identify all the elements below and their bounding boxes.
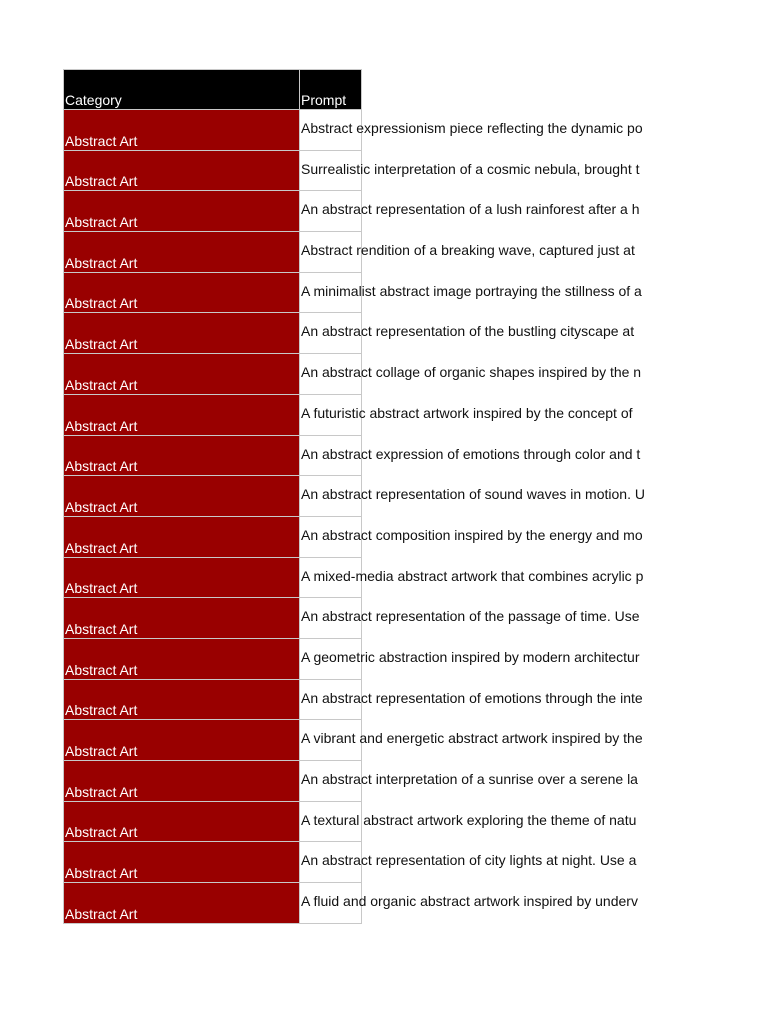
category-cell[interactable] [63,273,300,314]
category-cell[interactable] [63,395,300,436]
table-row [63,110,768,151]
prompt-cell-text: An abstract representation of the passage of time. Use [301,608,640,625]
category-cell-text: Abstract Art [65,580,138,597]
prompt-cell-text: An abstract representation of the bustling cityscape at [301,323,635,340]
category-cell[interactable] [63,313,300,354]
table-row [63,883,768,924]
category-cell[interactable] [63,354,300,395]
category-cell-text: Abstract Art [65,702,138,719]
prompt-cell-text: A futuristic abstract artwork inspired by the concept of [301,404,633,421]
table-row [63,558,768,599]
prompt-cell-text: An abstract representation of a lush rainforest after a h [301,201,640,218]
category-cell-text: Abstract Art [65,865,138,882]
category-cell-text: Abstract Art [65,336,138,353]
category-cell[interactable] [63,883,300,924]
table-header-row [63,69,768,110]
prompt-cell-text: An abstract interpretation of a sunrise over a serene la [301,771,638,787]
table-body [63,110,768,924]
category-cell-text: Abstract Art [65,539,138,556]
category-cell[interactable] [63,842,300,883]
prompt-cell-text: An abstract representation of city lights at night. Use a [301,852,637,869]
prompt-cell-text: Abstract expressionism piece reflecting the dynamic po [301,120,643,136]
category-cell-text: Abstract Art [65,295,138,312]
category-cell[interactable] [63,110,300,151]
prompt-cell-text: An abstract expression of emotions through color and t [301,445,641,462]
category-cell[interactable] [63,232,300,273]
spreadsheet-table [63,69,768,924]
prompt-cell-text: A mixed-media abstract artwork that combines acrylic p [301,567,644,584]
category-cell-text: Abstract Art [65,376,138,393]
category-cell-text: Abstract Art [65,783,138,800]
category-cell-text: Abstract Art [65,254,138,271]
column-header-category-label: Category [65,92,122,108]
category-cell[interactable] [63,436,300,477]
prompt-cell-text: An abstract collage of organic shapes inspired by the n [301,364,642,381]
column-header-prompt-label: Prompt [301,92,347,108]
table-row [63,354,768,395]
table-row [63,313,768,354]
category-cell-text: Abstract Art [65,132,138,149]
table-row [63,720,768,761]
category-cell[interactable] [63,517,300,558]
table-row [63,517,768,558]
prompt-cell-text: A geometric abstraction inspired by modern architectur [301,648,640,665]
prompt-cell-text: An abstract representation of sound waves in motion. U [301,486,645,503]
category-cell[interactable] [63,151,300,192]
table-row [63,191,768,232]
category-cell[interactable] [63,639,300,680]
prompt-cell-text: An abstract composition inspired by the energy and mo [301,526,643,543]
table-row [63,232,768,273]
category-cell-text: Abstract Art [65,620,138,637]
category-cell-text: Abstract Art [65,824,138,841]
prompt-cell-text: A fluid and organic abstract artwork inspired by underv [301,893,638,910]
category-cell-text: Abstract Art [65,498,138,515]
column-header-category[interactable] [63,69,300,110]
category-cell[interactable] [63,476,300,517]
category-cell-text: Abstract Art [65,458,138,475]
table-row [63,842,768,883]
category-cell-text: Abstract Art [65,417,138,434]
table-row [63,476,768,517]
category-cell-text: Abstract Art [65,661,138,678]
prompt-cell-text: Abstract rendition of a breaking wave, captured just at [301,242,635,259]
prompt-cell-text: An abstract representation of emotions through the inte [301,689,643,706]
table-row [63,639,768,680]
table-row [63,395,768,436]
category-cell-text: Abstract Art [65,905,138,922]
category-cell[interactable] [63,802,300,843]
category-cell[interactable] [63,761,300,802]
column-header-prompt[interactable] [300,69,362,110]
table-row [63,802,768,843]
category-cell-text: Abstract Art [65,743,138,759]
category-cell-text: Abstract Art [65,173,138,190]
category-cell[interactable] [63,598,300,639]
table-row [63,680,768,721]
category-cell-text: Abstract Art [65,214,138,231]
prompt-cell-text: A textural abstract artwork exploring the theme of natu [301,811,637,828]
category-cell[interactable] [63,191,300,232]
table-row [63,436,768,477]
category-cell[interactable] [63,558,300,599]
prompt-cell-text: Surrealistic interpretation of a cosmic nebula, brought t [301,160,640,177]
table-row [63,151,768,192]
prompt-cell-text: A vibrant and energetic abstract artwork inspired by the [301,730,643,747]
prompt-cell-text: A minimalist abstract image portraying the stillness of a [301,282,642,299]
category-cell[interactable] [63,680,300,721]
table-row [63,598,768,639]
table-row [63,273,768,314]
category-cell[interactable] [63,720,300,761]
table-row [63,761,768,802]
